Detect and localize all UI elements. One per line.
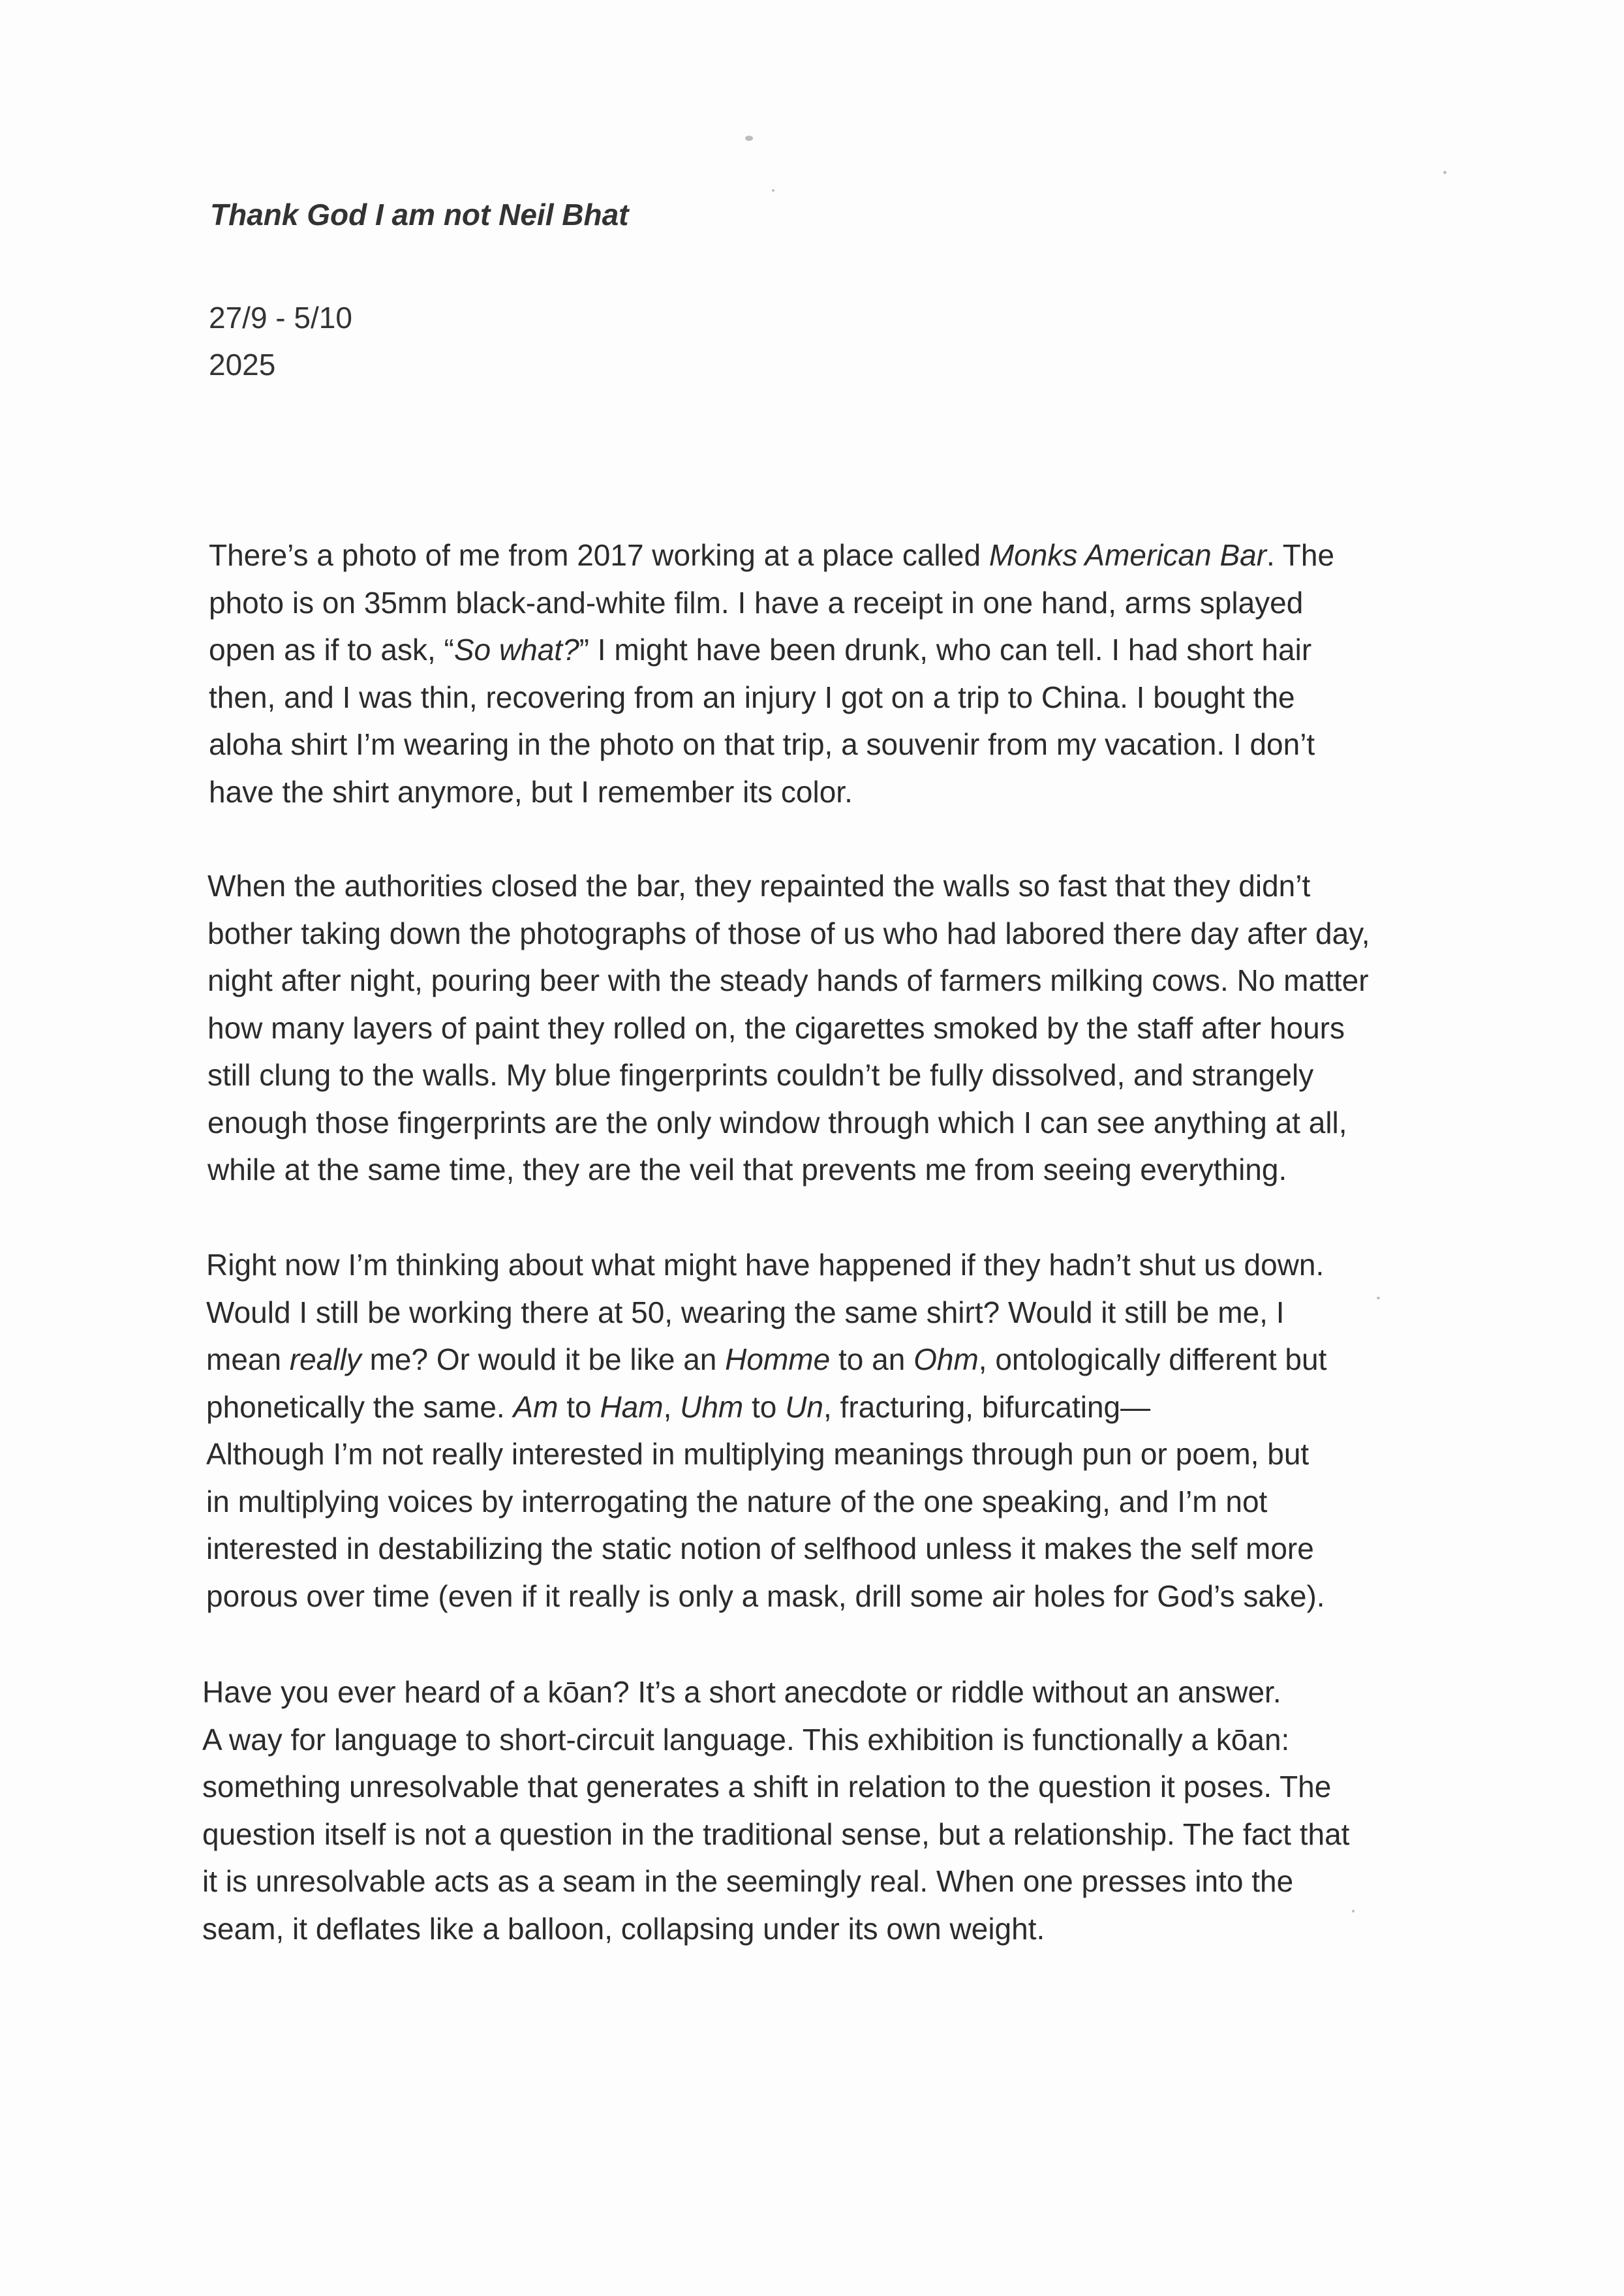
italic-text: really [289, 1342, 361, 1376]
text-run: Right now I’m thinking about what might have happened if they hadn’t shut us down. [206, 1248, 1325, 1282]
italic-text: Am [513, 1389, 559, 1424]
text-line [202, 1811, 1349, 1858]
text-run: to [743, 1389, 786, 1424]
italic-text: Homme [725, 1342, 831, 1376]
text-line [207, 1051, 1370, 1099]
text-run: A way for language to short-circuit language. This exhibition is functionally a kōan: [202, 1722, 1290, 1757]
text-line [207, 1146, 1370, 1194]
text-line [206, 1430, 1326, 1478]
text-run: to an [830, 1342, 914, 1376]
text-line [206, 1383, 1326, 1431]
italic-text: So what? [453, 633, 579, 667]
italic-text: Un [785, 1389, 823, 1424]
text-line [206, 1241, 1326, 1289]
text-run: , [663, 1389, 681, 1424]
text-run: , ontologically different but [978, 1342, 1327, 1376]
text-line [209, 532, 1334, 579]
text-line [209, 674, 1334, 721]
text-run: When the authorities closed the bar, they repainted the walls so fast that they didn’t [207, 869, 1311, 903]
text-line [206, 1289, 1326, 1337]
scan-speck [745, 136, 753, 141]
text-line [207, 862, 1370, 910]
text-run: Have you ever heard of a kōan? It’s a short anecdote or riddle without an answer. [202, 1675, 1281, 1709]
text-run: then, and I was thin, recovering from an injury I got on a trip to China. I bought the [209, 680, 1295, 714]
text-line [202, 1858, 1349, 1905]
text-run: . The [1266, 538, 1335, 572]
text-run: something unresolvable that generates a shift in relation to the question it poses. The [202, 1770, 1332, 1804]
text-line [209, 579, 1334, 627]
text-run: enough those fingerprints are the only window through which I can see anything at all, [207, 1105, 1347, 1140]
text-run: how many layers of paint they rolled on, the cigarettes smoked by the staff after hours [207, 1010, 1345, 1045]
text-line [206, 1336, 1326, 1383]
date-year: 2025 [209, 348, 276, 382]
text-run: bother taking down the photographs of those of us who had labored there day after day, [207, 916, 1370, 950]
text-line [207, 910, 1370, 958]
italic-text: Monks American Bar [988, 538, 1267, 572]
text-run: it is unresolvable acts as a seam in the seemingly real. When one presses into the [202, 1864, 1294, 1898]
paragraph-1 [209, 532, 1334, 815]
text-line [202, 1763, 1349, 1811]
scan-speck [1377, 1297, 1380, 1299]
text-run: There’s a photo of me from 2017 working at a place called [209, 538, 989, 572]
italic-text: Ham [600, 1389, 664, 1424]
text-run: interested in destabilizing the static notion of selfhood unless it makes the self more [206, 1532, 1314, 1565]
text-run: mean [206, 1342, 290, 1376]
text-run: , fracturing, bifurcating— [823, 1389, 1151, 1424]
text-line [206, 1525, 1326, 1573]
text-line [206, 1573, 1326, 1620]
date-range: 27/9 - 5/10 [209, 301, 352, 335]
text-run: aloha shirt I’m wearing in the photo on that trip, a souvenir from my vacation. I don’t [209, 727, 1315, 761]
text-line [206, 1478, 1326, 1526]
text-line [207, 1004, 1370, 1052]
italic-text: Ohm [913, 1342, 979, 1376]
scan-speck [1443, 171, 1447, 174]
text-run: night after night, pouring beer with the steady hands of farmers milking cows. No matter [207, 963, 1369, 997]
text-run: have the shirt anymore, but I remember its color. [209, 774, 853, 809]
text-run: to [558, 1389, 600, 1424]
text-run: photo is on 35mm black-and-white film. I have a receipt in one hand, arms splayed [209, 585, 1304, 620]
text-line [202, 1905, 1349, 1953]
paragraph-4 [202, 1669, 1349, 1952]
text-line [207, 1099, 1370, 1147]
text-run: open as if to ask, “ [209, 633, 454, 667]
text-line [209, 768, 1334, 816]
scan-speck [1352, 1910, 1355, 1912]
italic-text: Uhm [680, 1389, 744, 1424]
text-run: in multiplying voices by interrogating the nature of the one speaking, and I’m not [206, 1484, 1268, 1518]
text-line [209, 626, 1334, 674]
exhibition-dates [209, 294, 352, 388]
text-line [209, 721, 1334, 768]
text-run: still clung to the walls. My blue fingerprints couldn’t be fully dissolved, and strangely [207, 1058, 1314, 1092]
text-run: seam, it deflates like a balloon, collapsing under its own weight. [202, 1911, 1045, 1946]
text-line [202, 1669, 1349, 1716]
text-run: Would I still be working there at 50, wearing the same shirt? Would it still be me, I [206, 1295, 1285, 1329]
scan-speck [772, 189, 774, 192]
text-run: ” I might have been drunk, who can tell. I had short hair [579, 633, 1312, 667]
text-run: porous over time (even if it really is only a mask, drill some air holes for God’s sake). [206, 1578, 1325, 1613]
document-title: Thank God I am not Neil Bhat [210, 198, 629, 232]
text-run: Although I’m not really interested in multiplying meanings through pun or poem, but [206, 1437, 1310, 1471]
paragraph-2 [207, 862, 1370, 1194]
text-run: phonetically the same. [206, 1389, 513, 1424]
text-run: me? Or would it be like an [361, 1342, 726, 1376]
text-line [202, 1716, 1349, 1764]
text-run: while at the same time, they are the veil that prevents me from seeing everything. [207, 1153, 1287, 1186]
text-line [207, 957, 1370, 1004]
paragraph-3 [206, 1241, 1326, 1620]
text-run: question itself is not a question in the traditional sense, but a relationship. The fact that [202, 1817, 1350, 1851]
